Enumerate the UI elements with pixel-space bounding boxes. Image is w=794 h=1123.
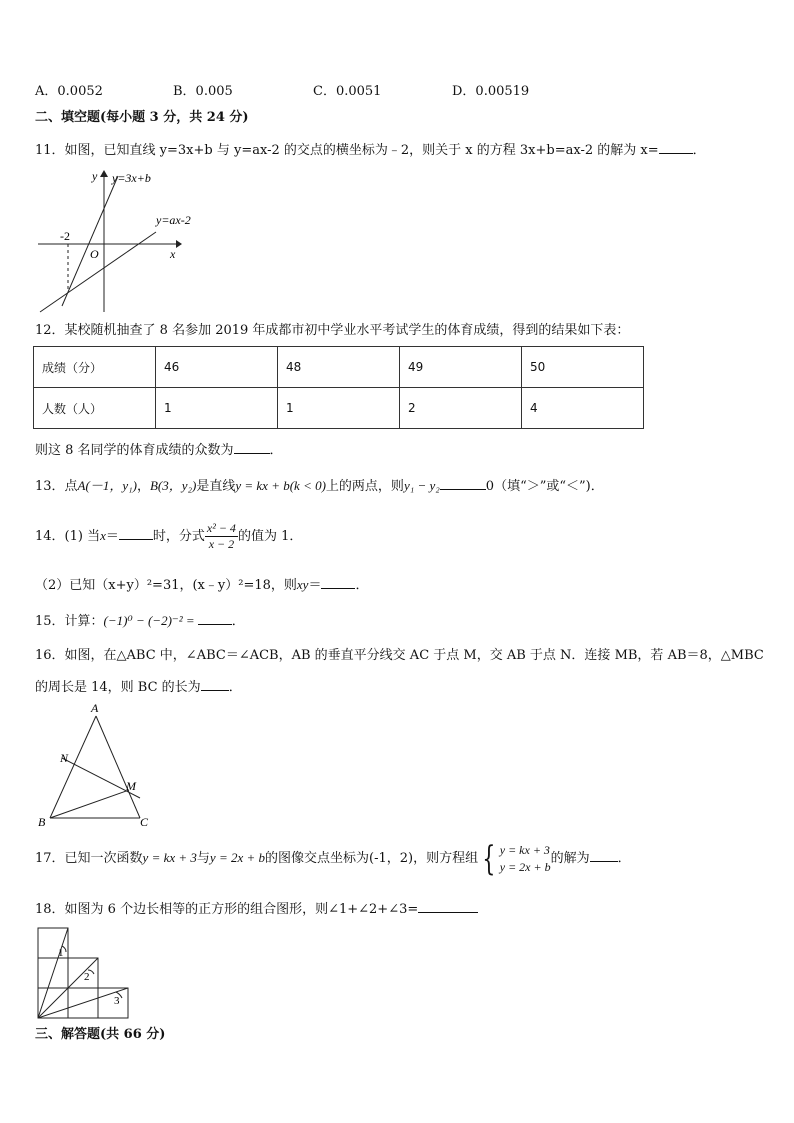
segment-mb [50,790,129,818]
q14-eq: ＝ [105,529,119,544]
q13-part: 0（填“＞”或“＜”)． [485,479,604,494]
q14-end: ． [355,578,369,593]
question-16-figure [34,700,164,830]
q17-end: ． [617,851,631,866]
fraction-numerator: x² − 4 [206,521,236,535]
xy-product: xy [296,577,309,592]
point-n-label: N [60,751,69,765]
point-b: B(3，y₂) [149,478,197,493]
x-axis-arrow [176,240,182,248]
q17-part: 17．已知一次函数 [35,851,143,866]
q17-part: 与 [196,851,210,866]
side-ab [50,716,96,818]
variable-x: x [100,528,106,543]
q14-part: 14．(1) 当 [35,529,101,544]
origin-label: O [90,247,99,261]
line1-label: y=3x+b [112,171,151,185]
answer-blank [119,526,153,540]
function-2: y = 2x + b [209,850,266,865]
score-table [33,346,644,429]
table-row [34,347,644,388]
answer-blank [234,440,270,454]
section-2-title: 二、填空题(每小题 3 分，共 24 分) [35,110,249,125]
choice-a: A．0.0052 [35,84,103,99]
question-12-after: 则这 8 名同学的体育成绩的众数为 [35,443,234,458]
point-m-label: M [126,779,136,793]
table-row [34,388,644,429]
q14-eq: ＝ [308,578,322,593]
question-13 [35,476,604,496]
question-14-part2 [35,575,368,595]
question-12: 12．某校随机抽查了 8 名参加 2019 年成都市初中学业水平考试学生的体育成绩，得到的结果如下表： [35,323,630,338]
table-cell: 50 [522,347,644,388]
system-equation-1: y = kx + 3 [499,842,550,857]
choice-c: C．0.0051 [313,84,382,99]
question-18-figure [36,926,132,1020]
answer-blank [440,476,486,490]
angle-2-label: 2 [84,971,90,983]
side-ac [96,716,140,818]
q15-end: ． [231,614,245,629]
table-cell: 人数（人） [34,388,156,429]
q15-expression: (−1)⁰ − (−2)⁻² = [103,613,195,628]
vertex-c-label: C [140,815,149,829]
table-cell: 1 [278,388,400,429]
q13-part: 上的两点，则 [325,479,404,494]
answer-blank [418,899,478,913]
point-a: A(－1，y₁) [77,478,137,493]
answer-blank [659,140,693,154]
answer-blank [198,611,232,625]
system-equation-2: y = 2x + b [499,859,551,874]
answer-blank [201,677,229,691]
q17-part: 的图像交点坐标为(-1，2)，则方程组 [265,851,479,866]
q14-part2-text: （2）已知（x+y）²=31，(x﹣y）²=18，则 [35,578,297,593]
question-15 [35,611,245,631]
section-3-title: 三、解答题(共 66 分) [35,1027,166,1042]
fraction-denominator: x − 2 [208,537,235,551]
question-17 [35,838,631,879]
q16-end: ． [228,680,242,695]
q13-part: 13．点 [35,479,78,494]
question-16-line1: 16．如图，在△ABC 中，∠ABC＝∠ACB，AB 的垂直平分线交 AC 于点 M，交 AB 于点 N．连接 MB，若 AB＝8，△MBC [35,648,764,663]
question-11 [35,140,706,160]
tick-minus-2: -2 [60,229,70,243]
table-cell: 成绩（分） [34,347,156,388]
q13-part: 是直线 [196,479,236,494]
question-16-line2 [35,677,242,697]
table-cell: 4 [522,388,644,429]
line-y-3x-b [62,176,118,306]
answer-blank [321,575,355,589]
question-12-followup [35,440,283,460]
q13-sep: ， [136,479,150,494]
table-cell: 49 [400,347,522,388]
difference-expression: y₁ − y₂ [403,478,440,493]
question-11-text: 11．如图，已知直线 y=3x+b 与 y=ax-2 的交点的横坐标为﹣2，则关于 x 的方程 3x+b=ax-2 的解为 x= [35,143,659,158]
brace-icon: { [482,838,496,879]
function-1: y = kx + 3 [142,850,197,865]
fraction [205,521,238,552]
answer-blank [590,848,618,862]
line2-label: y=ax-2 [156,213,191,227]
question-18 [35,899,478,919]
y-axis-label: y [92,169,98,183]
question-11-end: ． [692,143,706,158]
q17-part: 的解为 [550,851,590,866]
q14-part: 的值为 1． [237,529,303,544]
table-cell: 1 [156,388,278,429]
angle-1-label: 1 [58,947,64,959]
q14-part: 时，分式 [152,529,205,544]
y-axis-arrow [100,170,108,177]
choice-d: D．0.00519 [452,84,530,99]
angle-3-label: 3 [114,995,120,1007]
line-equation: y = kx + b(k < 0) [235,478,326,493]
vertex-a-label: A [91,701,99,715]
x-axis-label: x [170,247,176,261]
choice-b: B．0.005 [173,84,233,99]
table-cell: 48 [278,347,400,388]
vertex-b-label: B [38,815,46,829]
question-14-part1 [35,516,302,557]
table-cell: 46 [156,347,278,388]
question-12-end: ． [269,443,283,458]
q15-part: 15．计算： [35,614,104,629]
question-11-figure [34,166,204,316]
equation-system [500,842,551,876]
diagonal-1 [38,928,68,1018]
table-cell: 2 [400,388,522,429]
q16-text: 的周长是 14，则 BC 的长为 [35,680,201,695]
q18-text: 18．如图为 6 个边长相等的正方形的组合图形，则∠1+∠2+∠3= [35,902,419,917]
